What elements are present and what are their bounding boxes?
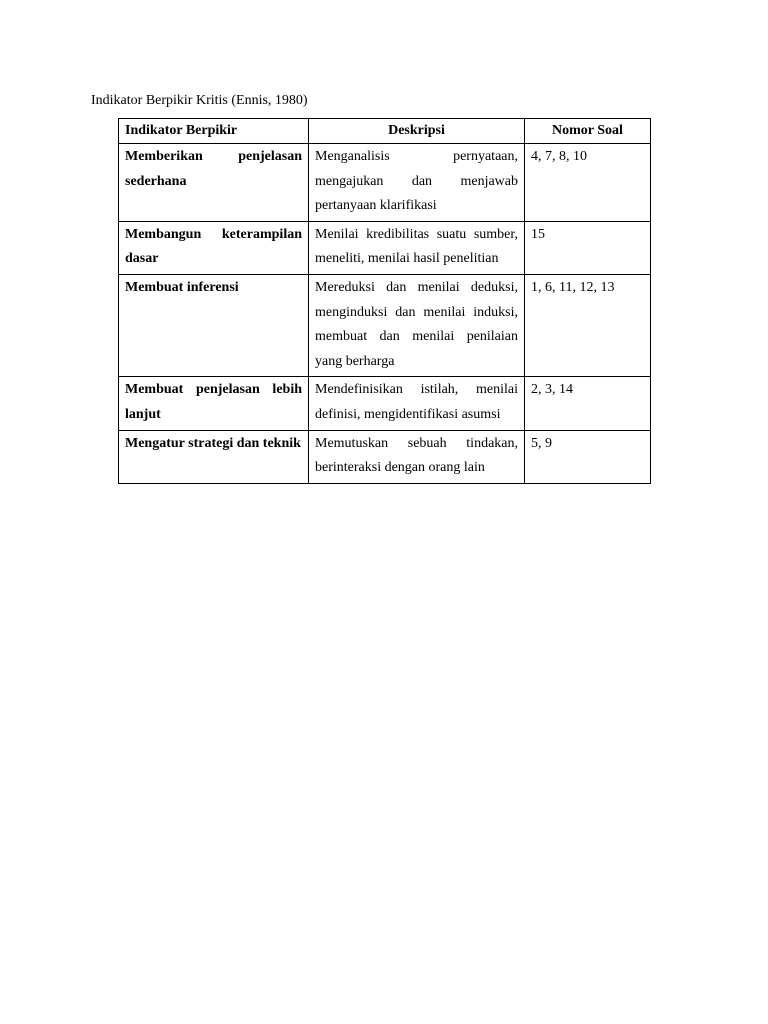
indikator-cell: Membuat penjelasan lebih lanjut: [119, 377, 309, 430]
indikator-cell: Membuat inferensi: [119, 274, 309, 376]
indikator-cell: Memberikan penjelasan sederhana: [119, 144, 309, 222]
deskripsi-cell: Mereduksi dan menilai deduksi, menginduksi dan menilai induksi, membuat dan menilai penilaian yang berharga: [309, 274, 525, 376]
nomor-soal-cell: 15: [525, 221, 651, 274]
table-row: [119, 430, 651, 483]
nomor-soal-cell: 1, 6, 11, 12, 13: [525, 274, 651, 376]
indikator-cell: Membangun keterampilan dasar: [119, 221, 309, 274]
header-deskripsi: Deskripsi: [309, 119, 525, 144]
indikator-table: [118, 118, 651, 484]
header-nomor-soal: Nomor Soal: [525, 119, 651, 144]
indikator-cell: Mengatur strategi dan teknik: [119, 430, 309, 483]
table-row: [119, 274, 651, 376]
deskripsi-cell: Memutuskan sebuah tindakan, berinteraksi dengan orang lain: [309, 430, 525, 483]
table-header-row: [119, 119, 651, 144]
table-row: [119, 144, 651, 222]
deskripsi-cell: Menilai kredibilitas suatu sumber, meneliti, menilai hasil penelitian: [309, 221, 525, 274]
table-row: [119, 377, 651, 430]
nomor-soal-cell: 4, 7, 8, 10: [525, 144, 651, 222]
deskripsi-cell: Mendefinisikan istilah, menilai definisi, mengidentifikasi asumsi: [309, 377, 525, 430]
deskripsi-cell: Menganalisis pernyataan, mengajukan dan menjawab pertanyaan klarifikasi: [309, 144, 525, 222]
table-caption: Indikator Berpikir Kritis (Ennis, 1980): [91, 93, 308, 108]
nomor-soal-cell: 5, 9: [525, 430, 651, 483]
header-indikator-berpikir: Indikator Berpikir: [119, 119, 309, 144]
table-row: [119, 221, 651, 274]
nomor-soal-cell: 2, 3, 14: [525, 377, 651, 430]
